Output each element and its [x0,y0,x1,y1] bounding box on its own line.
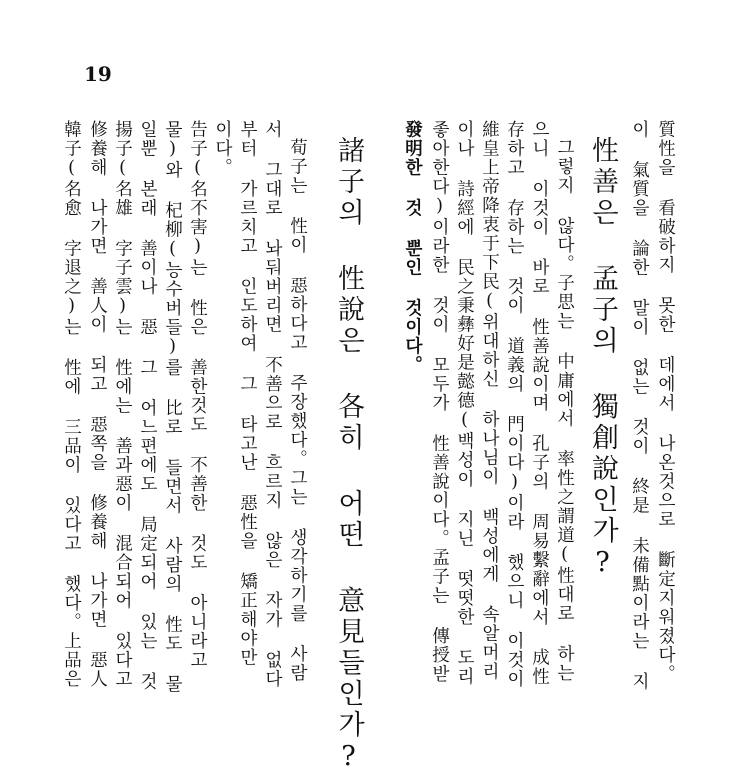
text-column-10: 發明한 것 뿐인 것이다。 [402,120,423,375]
text-column-21: 韓子(名愈 字退之)는 性에 三品이 있다고 했다。上品은 [61,120,82,689]
text-column-8: 이나 詩經에 民之秉彝好是懿德(백성이 지닌 떳떳한 도리 [454,120,475,686]
text-column-5: 으니 이것이 바로 性善說이며 孔子의 周易繫辭에서 成性 [529,120,550,686]
text-column-20: 修養해 나가면 善人이 되고 惡쪽을 修養해 나가면 惡人 [87,120,108,689]
text-column-12: 荀子는 性이 惡하다고 주장했다。그는 생각하기를 사람 [287,138,308,683]
text-column-9: 좋아한다)이라한 것이 모두가 性善說이다。孟子는 傳授받 [429,120,450,684]
text-column-2: 이 氣質을 論한 말이 없는 것이 終是 未備點이라는 지 [629,120,650,691]
text-column-17: 물)와 杞柳(능수버들)를 比로 들면서 사람의 性도 물 [162,120,183,694]
text-column-1: 質性을 看破하지 못한 데에서 나온것으로 斷定지워졌다。 [655,120,676,684]
text-column-7: 維皇上帝降衷于下民(위대하신 하나님이 백성에게 속알머리 [479,120,500,681]
section-heading-1: 性善은 孟子의 獨創說인가? [587,136,618,582]
section-heading-2: 諸子의 性說은 各히 어떤 意見들인가? [333,136,364,776]
text-column-16: 告子(名不害)는 性은 善한것도 不善한 것도 아니라고 [187,120,208,670]
text-column-19: 揚子(名雄 字子雲)는 性에는 善과惡이 混合되어 있다고 [112,120,133,689]
text-column-4: 그렇지 않다。子思는 中庸에서 率性之謂道(性대로 하는 [554,138,575,683]
text-column-15: 이다。 [212,120,233,177]
page-number: 19 [84,62,112,86]
text-column-6: 存하고 存하는 것이 道義의 門이다)이라 했으니 이것이 [504,120,525,689]
text-column-14: 부터 가르치고 인도하여 그 타고난 惡性을 矯正해야만 [237,120,258,667]
text-column-13: 서 그대로 놔둬버리면 不善으로 흐르지 않은 자가 없다 [262,120,283,689]
text-column-18: 일뿐 본래 善이나 惡 그 어느편에도 局定되어 있는 것 [137,120,158,691]
